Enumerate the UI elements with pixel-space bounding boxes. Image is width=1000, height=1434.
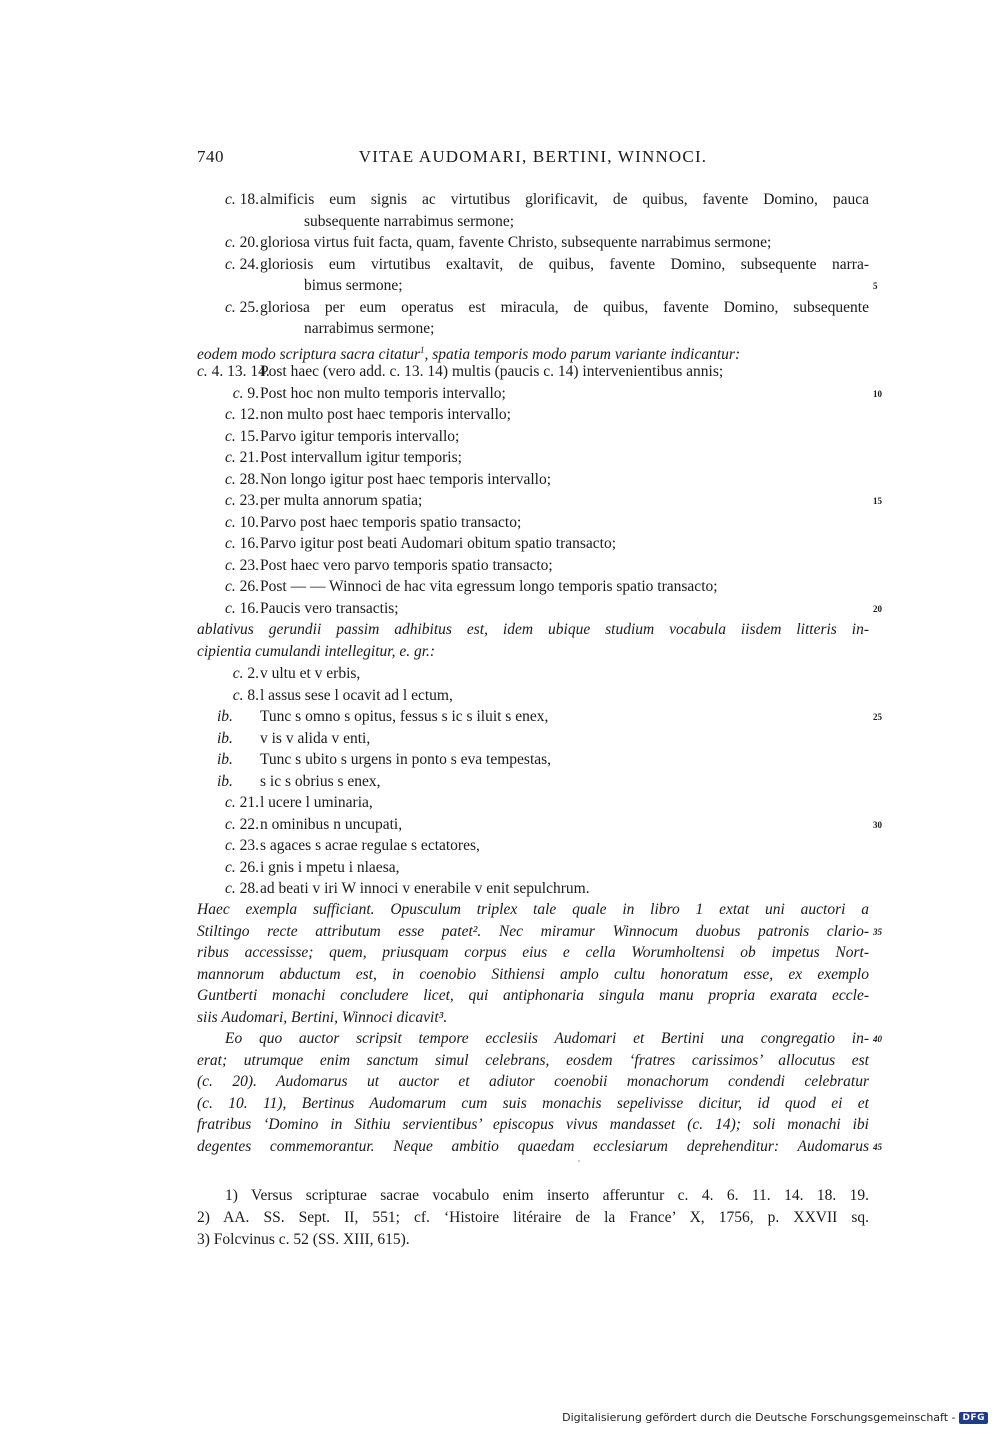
line-number: 5 <box>873 281 878 291</box>
entry-text: Post — — Winnoci de hac vita egressum longo temporis spatio transacto; <box>260 578 718 595</box>
entry-ref-label: c. <box>224 794 236 811</box>
entry-text: Post hoc non multo temporis intervallo; <box>260 384 506 402</box>
entry-ref-label: c. <box>197 363 208 380</box>
entry-ref-num: 9. <box>247 384 259 402</box>
list-item <box>197 383 882 405</box>
entry-ref-label: c. <box>224 470 236 488</box>
entry-ref-label: c. <box>224 837 236 854</box>
paragraph-text: Guntberti monachi concludere licet, qui antiphonaria singula manu propria exarata eccle- <box>197 987 869 1004</box>
line-number: 30 <box>873 819 882 830</box>
list-item <box>197 706 882 728</box>
line-number: 10 <box>873 388 882 399</box>
entry-ref-label: c. <box>224 535 236 552</box>
entry-ref-label: ib. <box>217 772 233 790</box>
entry-ref <box>197 232 259 254</box>
list-item <box>197 447 869 469</box>
entry-ref-label: c. <box>224 858 236 876</box>
entry-ref-num: 18. <box>239 191 259 208</box>
intro-scripture <box>197 340 869 362</box>
list-item <box>197 404 869 426</box>
entry-ref <box>197 254 259 276</box>
entry-ref-num: 8. <box>247 686 259 704</box>
paragraph-line <box>197 942 869 964</box>
paragraph-line <box>197 921 882 943</box>
list-item <box>197 835 869 857</box>
entry-ref-num: 23. <box>239 556 259 574</box>
entry-ref-num: 22. <box>239 815 259 833</box>
paragraph-line <box>197 1093 869 1115</box>
page-header <box>197 147 869 171</box>
paragraph-haec-exempla <box>197 899 882 1028</box>
paragraph-text: Haec exempla sufficiant. Opusculum triplex tale quale in libro 1 extat uni auctori a <box>197 901 869 918</box>
line-number: 40 <box>873 1034 882 1044</box>
entry-text: i gnis i mpetu i nlaesa, <box>260 858 400 876</box>
entry-text: Tunc s omno s opitus, fessus s ic s iluit s enex, <box>260 708 549 725</box>
entry-ref-label: c. <box>224 578 236 595</box>
list-item <box>197 857 869 879</box>
entry-ref <box>197 663 259 685</box>
entry-text: v ultu et v erbis, <box>260 665 361 682</box>
entry-ref <box>197 814 259 836</box>
entry-ref-label: c. <box>224 298 236 316</box>
page-number: 740 <box>197 147 224 166</box>
list-item <box>197 771 869 793</box>
entry-ref <box>197 878 259 900</box>
footnotes <box>197 1185 869 1251</box>
entry-ref-num: 23. <box>239 837 259 854</box>
entry-ref-label: c. <box>232 665 244 682</box>
entry-text: gloriosa virtus fuit facta, quam, favente Christo, subsequente narrabimus sermone; <box>260 234 772 251</box>
entry-ref-label: ib. <box>217 751 233 768</box>
paragraph-eo-quo <box>197 1028 882 1157</box>
entry-text: v is v alida v enti, <box>260 729 371 747</box>
entry-ref <box>197 857 259 879</box>
entry-text: ad beati v iri W innoci v enerabile v enit sepulchrum. <box>260 880 590 897</box>
intro-ablativus-line-2: cipientia cumulandi intellegitur, e. gr.: <box>197 642 436 660</box>
entry-text: l ucere l uminaria, <box>260 794 373 811</box>
entry-ref-num: 16. <box>239 599 259 617</box>
entry-ref-num: 21. <box>239 449 259 466</box>
entry-text: n ominibus n uncupati, <box>260 815 403 833</box>
credit-text: Digitalisierung gefördert durch die Deutsche Forschungsgemeinschaft - <box>562 1411 956 1424</box>
entry-ref-num: 28. <box>239 470 259 488</box>
entry-ref-label: ib. <box>217 729 233 747</box>
list-item <box>197 211 869 233</box>
line-number: 20 <box>873 603 882 614</box>
list-item <box>197 318 869 340</box>
paragraph-line <box>197 899 869 921</box>
footnote-ref-1: 1 <box>420 345 425 355</box>
list-item <box>197 728 869 750</box>
list-item <box>197 576 869 598</box>
paragraph-line <box>197 964 869 986</box>
list-item <box>197 232 869 254</box>
entry-text: per multa annorum spatia; <box>260 492 423 509</box>
entry-ref <box>197 576 259 598</box>
entry-ref <box>197 835 259 857</box>
list-item <box>197 814 882 836</box>
list-item <box>197 361 869 383</box>
formula-list-tempus <box>197 361 882 619</box>
paragraph-line <box>197 1114 869 1136</box>
entry-ref-num: 26. <box>239 578 259 595</box>
intro-scripture-rest: , spatia temporis modo parum variante indicantur: <box>424 346 741 364</box>
entry-ref <box>197 189 259 211</box>
entry-ref <box>197 555 259 577</box>
entry-text: gloriosa per eum operatus est miracula, de quibus, favente Domino, subsequente <box>260 298 869 316</box>
list-item <box>197 254 869 276</box>
paragraph-line <box>197 1136 882 1158</box>
entry-ref-num: 28. <box>239 880 259 897</box>
line-number: 15 <box>873 496 882 506</box>
footnote-1: 1) Versus scripturae sacrae vocabulo enim inserto afferuntur c. 4. 6. 11. 14. 18. 19. <box>225 1187 869 1204</box>
list-item <box>197 469 869 491</box>
alliteration-examples <box>197 663 882 900</box>
entry-ref-num: 23. <box>239 492 259 509</box>
entry-ref-label: c. <box>224 599 236 617</box>
entry-ref-num: 25. <box>239 298 259 316</box>
entry-text: Parvo igitur temporis intervallo; <box>260 427 460 445</box>
paragraph-text: ribus accessisse; quem, priusquam corpus eius e cella Worumholtensi ob impetus Nort- <box>197 944 869 961</box>
entry-ref <box>197 426 259 448</box>
paragraph-text: siis Audomari, Bertini, Winnoci dicavit³. <box>197 1008 448 1026</box>
entry-ref <box>197 404 259 426</box>
entry-text: Post haec vero parvo temporis spatio transacto; <box>260 556 553 574</box>
entry-text: s agaces s acrae regulae s ectatores, <box>260 837 480 854</box>
entry-text: Tunc s ubito s urgens in ponto s eva tempestas, <box>260 751 552 768</box>
entry-ref <box>197 512 259 534</box>
footnote-3: 3) Folcvinus c. 52 (SS. XIII, 615). <box>197 1231 410 1248</box>
list-item <box>197 663 869 685</box>
scan-speck <box>578 1160 580 1162</box>
entry-ref-label: c. <box>224 556 236 574</box>
paragraph-line <box>197 1007 869 1029</box>
entry-ref-label: c. <box>224 513 236 531</box>
entry-ref-label: c. <box>224 255 236 273</box>
digitization-credit <box>562 1411 988 1424</box>
entry-text: almificis eum signis ac virtutibus glorificavit, de quibus, favente Domino, pauca <box>260 191 869 208</box>
list-item <box>197 426 869 448</box>
paragraph-text: (c. 10. 11), Bertinus Audomarum cum suis monachis sepelivisse dicitur, id quod ei et <box>197 1094 869 1112</box>
paragraph-text: fratribus ‘Domino in Sithiu servientibus’ episcopus vivus mandasset (c. 14); soli monachi ibi <box>197 1116 869 1133</box>
entry-ref <box>197 598 259 620</box>
entry-ref <box>197 361 270 383</box>
entry-text: Post intervallum igitur temporis; <box>260 449 462 466</box>
footnote-2: 2) AA. SS. Sept. II, 551; cf. ‘Histoire litéraire de la France’ X, 1756, p. XXVII sq. <box>197 1209 869 1226</box>
entry-text: Paucis vero transactis; <box>260 599 399 617</box>
list-item <box>197 297 869 319</box>
entry-ref-label: c. <box>224 492 236 509</box>
entry-ref-num: 10. <box>239 513 259 531</box>
entry-ref-num: 24. <box>239 255 259 273</box>
paragraph-line <box>197 1071 869 1093</box>
running-title: VITAE AUDOMARI, BERTINI, WINNOCI. <box>358 147 708 166</box>
entry-ref-num: 21. <box>239 794 259 811</box>
entry-ref-num: 15. <box>239 427 259 445</box>
entry-ref-num: 26. <box>239 858 259 876</box>
list-item <box>197 512 869 534</box>
entry-text: gloriosis eum virtutibus exaltavit, de quibus, favente Domino, subsequente narra- <box>260 255 869 273</box>
list-item <box>197 555 869 577</box>
entry-ref-label: c. <box>224 449 236 466</box>
entry-ref <box>197 447 259 469</box>
list-item <box>197 275 878 297</box>
entry-ref-label: c. <box>224 880 236 897</box>
paragraph-text: degentes commemorantur. Neque ambitio quaedam ecclesiarum deprehenditur: Audomarus <box>197 1137 869 1155</box>
paragraph-line <box>197 1050 869 1072</box>
entry-ref-label: c. <box>224 815 236 833</box>
entry-ref <box>197 533 259 555</box>
entry-ref-num: 20. <box>239 234 259 251</box>
paragraph-line <box>197 1028 882 1050</box>
paragraph-text: erat; utrumque enim sanctum simul celebrans, eosdem ‘fratres carissimos’ allocutus est <box>197 1051 869 1069</box>
entry-ref-label: c. <box>232 686 244 704</box>
entry-text: Parvo post haec temporis spatio transacto; <box>260 513 522 531</box>
intro-scripture-text: eodem modo scriptura sacra citatur <box>197 346 421 364</box>
entry-ref-label: c. <box>224 406 236 423</box>
entry-text: Non longo igitur post haec temporis intervallo; <box>260 470 552 488</box>
entry-continuation: bimus sermone; <box>304 277 403 294</box>
dfg-logo-icon: DFG <box>959 1412 988 1424</box>
list-item <box>197 685 869 707</box>
list-item <box>197 792 869 814</box>
entry-ref <box>197 383 259 405</box>
paragraph-text: Eo quo auctor scripsit tempore ecclesiis Audomari et Bertini una congregatio in- <box>225 1030 869 1047</box>
paragraph-text: mannorum abductum est, in coenobio Sithiensi amplo cultu honoratum esse, ex exemplo <box>197 965 869 983</box>
line-number: 35 <box>873 926 882 937</box>
entry-continuation: narrabimus sermone; <box>304 320 435 337</box>
paragraph-line <box>197 985 869 1007</box>
line-number: 25 <box>873 712 882 722</box>
entry-text: Parvo igitur post beati Audomari obitum spatio transacto; <box>260 535 617 552</box>
paragraph-text: Stiltingo recte attributum esse patet². Nec miramur Winnocum duobus patronis clario- <box>197 922 869 940</box>
entry-text: l assus sese l ocavit ad l ectum, <box>260 686 453 704</box>
list-item <box>197 490 882 512</box>
entry-text: s ic s obrius s enex, <box>260 772 381 790</box>
paragraph-text: (c. 20). Audomarus ut auctor et adiutor coenobii monachorum condendi celebratur <box>197 1073 869 1090</box>
list-item <box>197 878 869 900</box>
intro-ablativus <box>197 619 869 662</box>
entry-ref <box>197 792 259 814</box>
entry-ref <box>197 469 259 491</box>
entry-ref-label: c. <box>232 384 244 402</box>
entry-ref-num: 4. 13. 14. <box>211 363 270 380</box>
list-item <box>197 598 882 620</box>
entry-ref-label: c. <box>224 191 236 208</box>
entry-ref <box>197 685 259 707</box>
list-item <box>197 189 869 211</box>
entry-text: Post haec (vero add. c. 13. 14) multis (paucis c. 14) intervenientibus annis; <box>260 363 724 380</box>
entry-ref <box>197 490 259 512</box>
entry-ref-num: 16. <box>239 535 259 552</box>
entry-ref-num: 12. <box>239 406 259 423</box>
entry-ref <box>197 297 259 319</box>
formula-list-narrabimus <box>197 189 878 340</box>
entry-ref-label: ib. <box>217 708 233 725</box>
entry-ref-num: 2. <box>247 665 259 682</box>
list-item <box>197 533 869 555</box>
entry-ref-label: c. <box>224 234 236 251</box>
entry-ref-label: c. <box>224 427 236 445</box>
entry-text: non multo post haec temporis intervallo; <box>260 406 511 423</box>
entry-continuation: subsequente narrabimus sermone; <box>304 212 515 230</box>
list-item <box>197 749 869 771</box>
intro-ablativus-line-1: ablativus gerundii passim adhibitus est, idem ubique studium vocabula iisdem litteris in- <box>197 621 869 638</box>
line-number: 45 <box>873 1141 882 1152</box>
